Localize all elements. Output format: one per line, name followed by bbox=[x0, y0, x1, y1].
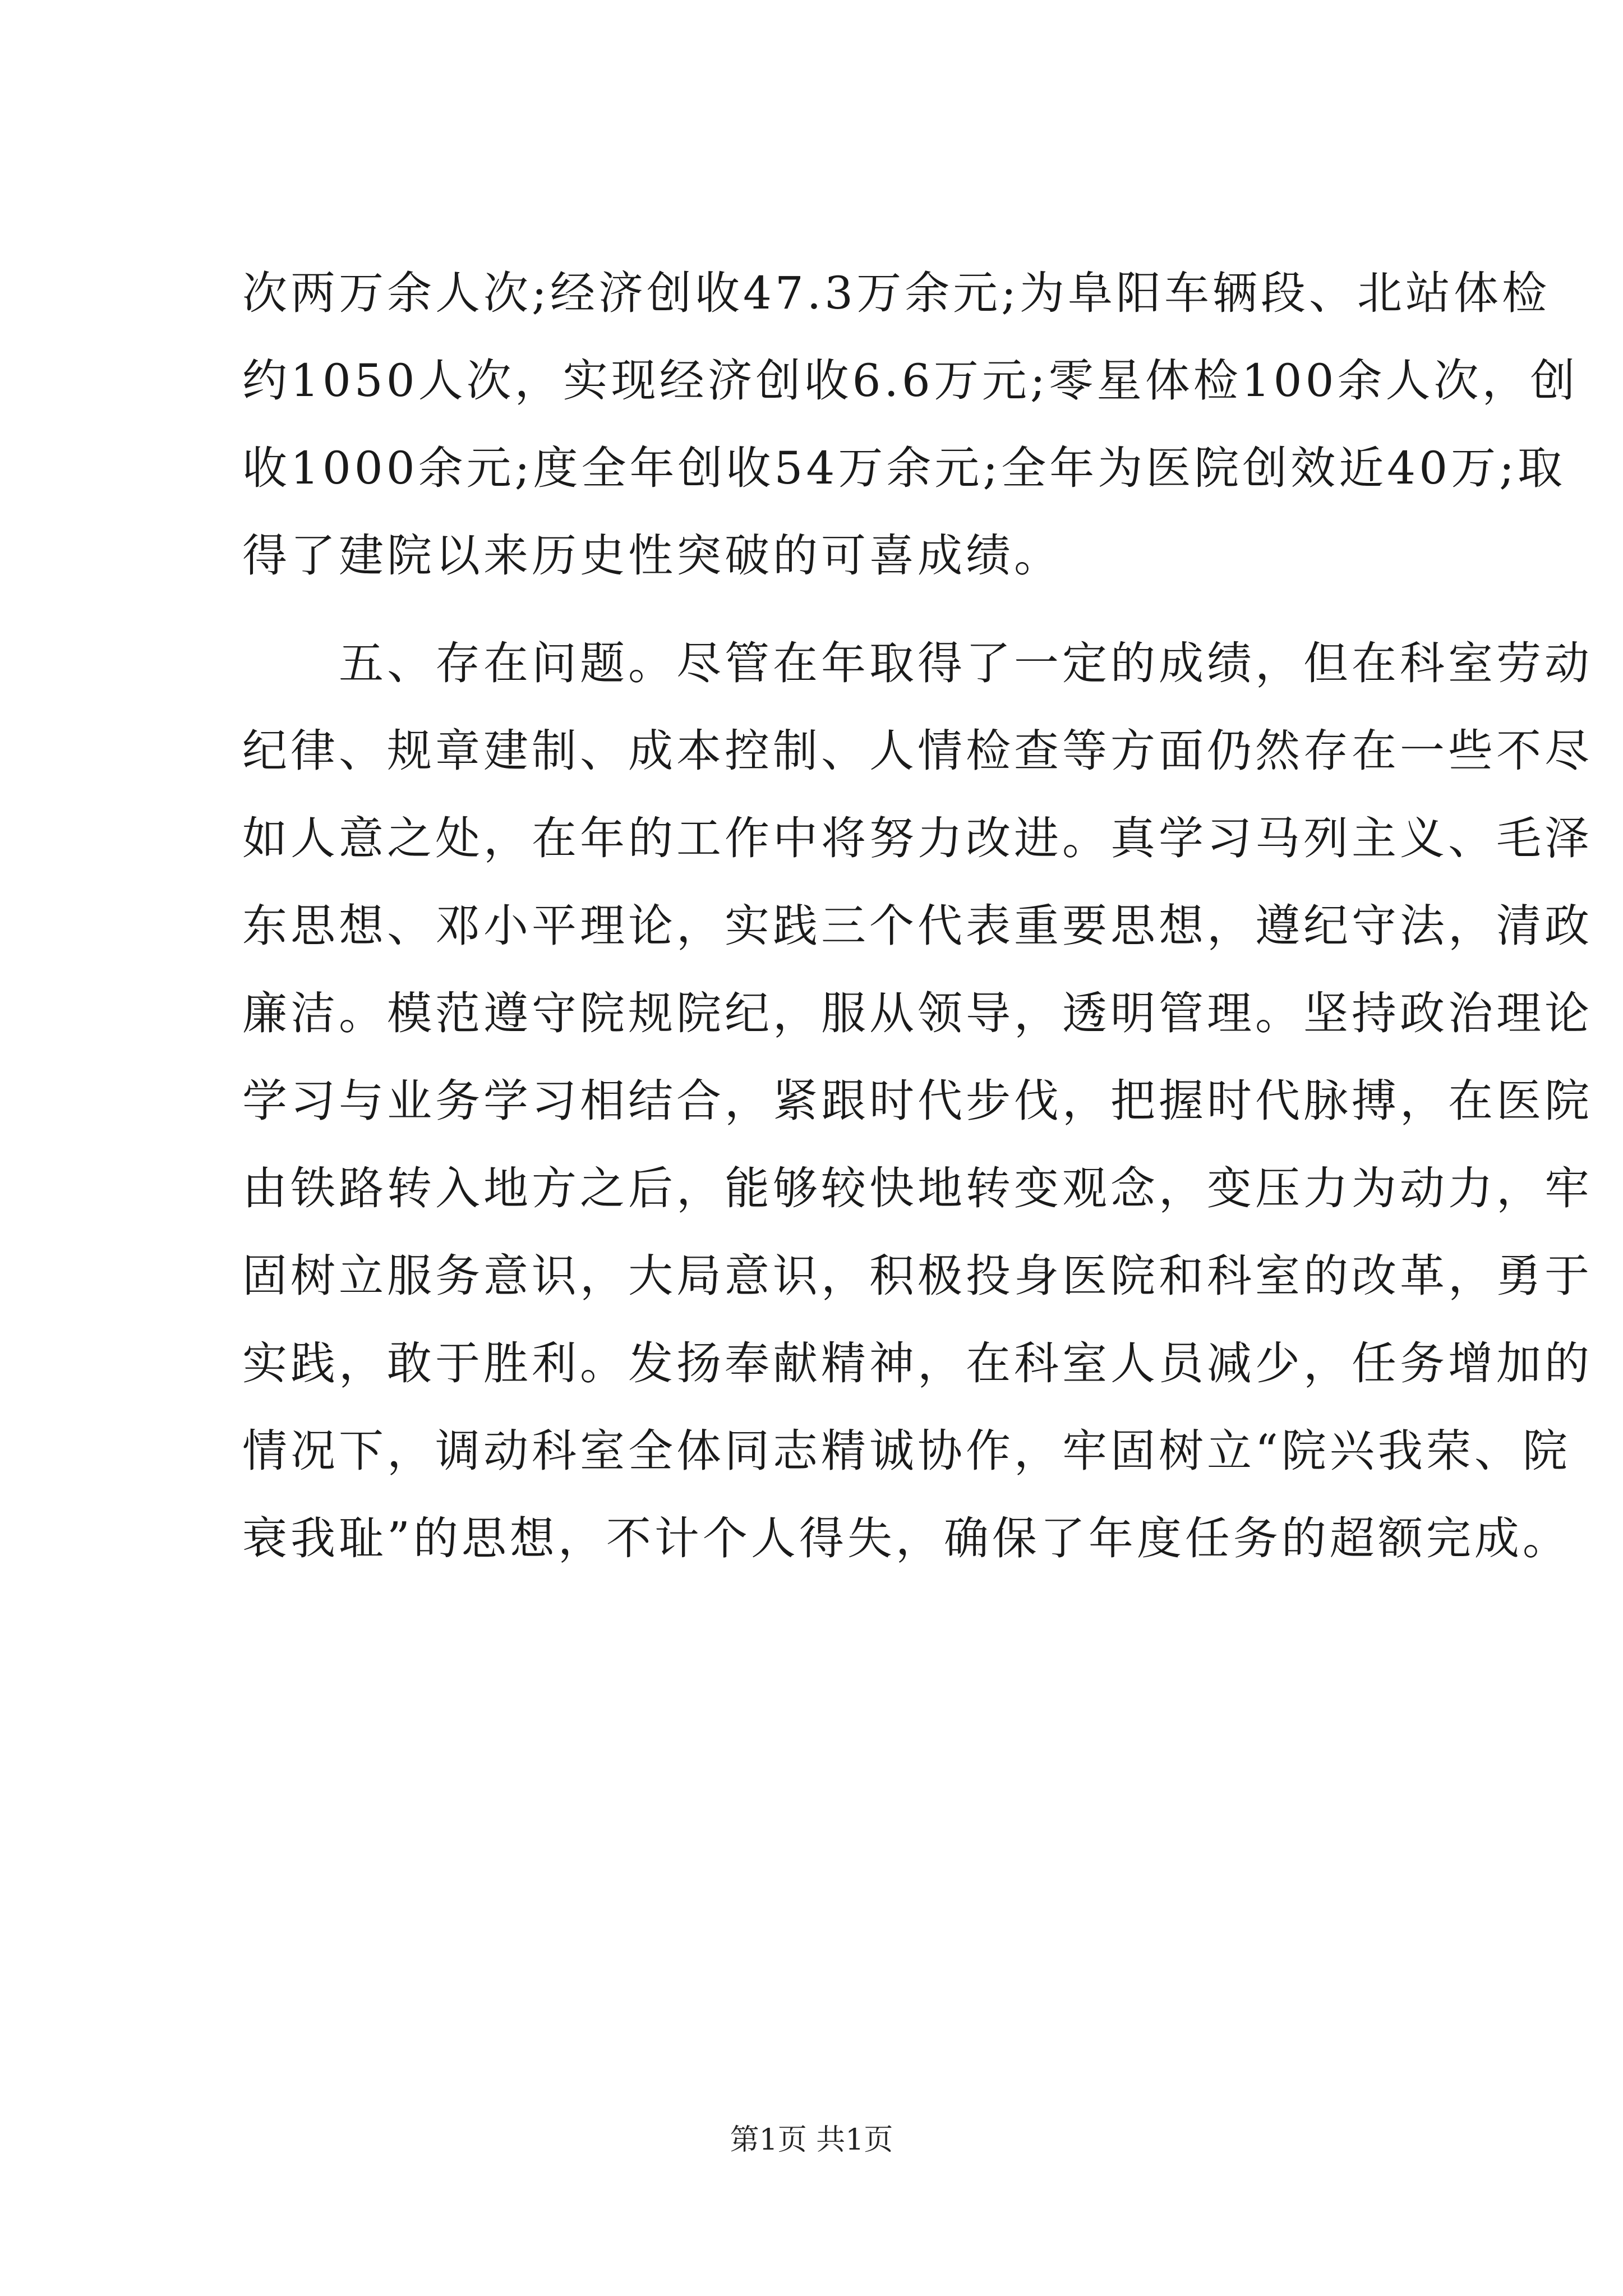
text-line: 学习与业务学习相结合，紧跟时代步伐，把握时代脉搏，在医院 bbox=[242, 1075, 1593, 1127]
text-line: 固树立服务意识，大局意识，积极投身医院和科室的改革，勇于 bbox=[242, 1250, 1593, 1302]
text-line: 次两万余人次;经济创收47.3万余元;为阜阳车辆段、北站体检 bbox=[242, 267, 1551, 319]
text-line: 廉洁。模范遵守院规院纪，服从领导，透明管理。坚持政治理论 bbox=[242, 987, 1593, 1039]
text-line: 衰我耻”的思想，不计个人得失，确保了年度任务的超额完成。 bbox=[242, 1512, 1571, 1565]
paragraph-spacer bbox=[242, 600, 1426, 620]
text-line: 约1050人次，实现经济创收6.6万元;零星体检100余人次，创 bbox=[242, 355, 1579, 407]
text-line: 情况下，调动科室全体同志精诚协作，牢固树立“院兴我荣、院 bbox=[242, 1425, 1571, 1477]
document-body bbox=[242, 250, 1593, 1582]
text-line: 收1000余元;度全年创收54万余元;全年为医院创效近40万;取 bbox=[242, 442, 1566, 494]
paragraph-2 bbox=[242, 620, 1593, 1582]
text-line: 得了建院以来历史性突破的可喜成绩。 bbox=[242, 530, 1062, 582]
text-line: 由铁路转入地方之后，能够较快地转变观念，变压力为动力，牢 bbox=[242, 1162, 1593, 1214]
page-number-footer: 第1页 共1页 bbox=[730, 2123, 893, 2157]
text-line: 实践，敢于胜利。发扬奉献精神，在科室人员减少，任务增加的 bbox=[242, 1337, 1593, 1389]
text-line: 五、存在问题。尽管在年取得了一定的成绩，但在科室劳动 bbox=[242, 637, 1593, 689]
text-line: 东思想、邓小平理论，实践三个代表重要思想，遵纪守法，清政 bbox=[242, 900, 1593, 952]
text-line: 纪律、规章建制、成本控制、人情检查等方面仍然存在一些不尽 bbox=[242, 725, 1593, 777]
text-line: 如人意之处，在年的工作中将努力改进。真学习马列主义、毛泽 bbox=[242, 812, 1593, 864]
paragraph-1 bbox=[242, 250, 1579, 600]
